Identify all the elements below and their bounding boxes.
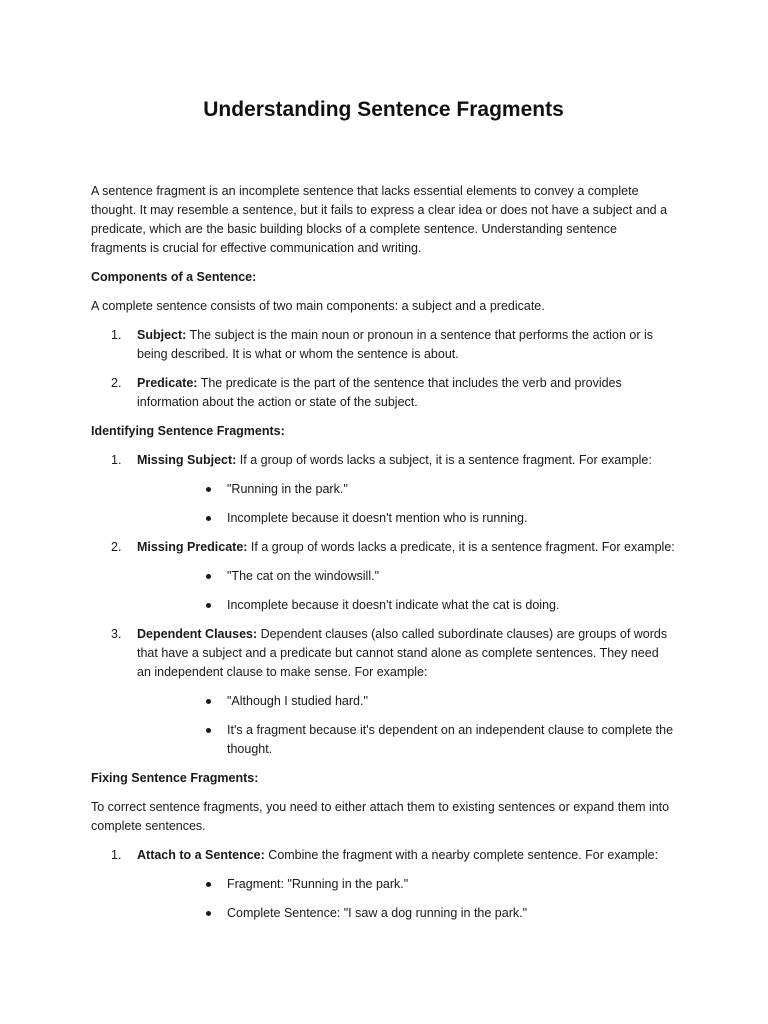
list-number: 3. <box>111 627 122 641</box>
bullet-text: Complete Sentence: "I saw a dog running in the park." <box>227 906 528 920</box>
identifying-list <box>91 451 676 759</box>
list-item-text <box>137 848 658 862</box>
bullet-text: Incomplete because it doesn't indicate what the cat is doing. <box>227 598 560 612</box>
list-item-text <box>137 376 622 409</box>
bullet-icon <box>206 882 211 887</box>
bullet-text: Incomplete because it doesn't mention who is running. <box>227 511 528 525</box>
bullet-item <box>137 509 676 528</box>
bullet-item <box>137 567 676 586</box>
list-number: 1. <box>111 453 122 467</box>
bullet-icon <box>206 603 211 608</box>
list-number: 1. <box>111 848 122 862</box>
bullet-text: It's a fragment because it's dependent on an independent clause to complete the thought. <box>227 723 674 756</box>
list-item-text <box>137 453 652 467</box>
list-item-term: Attach to a Sentence: <box>137 848 265 862</box>
list-item-term: Dependent Clauses: <box>137 627 258 641</box>
list-item <box>91 326 676 364</box>
fixing-list <box>91 846 676 923</box>
list-item-text <box>137 540 675 554</box>
list-number: 2. <box>111 540 122 554</box>
list-item <box>91 625 676 759</box>
bullet-icon <box>206 911 211 916</box>
bullet-text: "Running in the park." <box>227 482 348 496</box>
list-item-term: Missing Subject: <box>137 453 237 467</box>
list-number: 1. <box>111 328 122 342</box>
bullet-icon <box>206 699 211 704</box>
list-item-description: Combine the fragment with a nearby complete sentence. For example: <box>264 848 659 862</box>
bullet-item <box>137 904 676 923</box>
list-item-text <box>137 328 653 361</box>
bullet-icon <box>206 574 211 579</box>
bullet-icon <box>206 728 211 733</box>
intro-paragraph: A sentence fragment is an incomplete sentence that lacks essential elements to convey a complete thought. It may resemble a sentence, but it fails to express a clear idea or does not have a subject and a predicate, which are the basic building blocks of a complete sentence. Understanding sentence fragments is crucial for effective communication and writing. <box>91 184 668 255</box>
section-heading-components: Components of a Sentence: <box>91 270 257 284</box>
section-heading-fixing: Fixing Sentence Fragments: <box>91 771 259 785</box>
bullet-item <box>137 875 676 894</box>
bullet-item <box>137 480 676 499</box>
document-title: Understanding Sentence Fragments <box>203 98 564 121</box>
list-item-term: Subject: <box>137 328 187 342</box>
list-item <box>91 538 676 615</box>
bullet-text: Fragment: "Running in the park." <box>227 877 409 891</box>
list-item-description: If a group of words lacks a subject, it is a sentence fragment. For example: <box>236 453 652 467</box>
list-item <box>91 374 676 412</box>
bullet-icon <box>206 487 211 492</box>
list-item-description: Dependent clauses (also called subordinate clauses) are groups of words that have a subject and a predicate but cannot stand alone as complete sentences. They need an independent clause to make sense. For example: <box>137 627 668 679</box>
list-item-term: Predicate: <box>137 376 198 390</box>
bullet-item <box>137 596 676 615</box>
example-bullets <box>137 692 676 759</box>
bullet-icon <box>206 516 211 521</box>
list-item-description: The predicate is the part of the sentence that includes the verb and provides information about the action or state of the subject. <box>137 376 622 409</box>
list-item-description: If a group of words lacks a predicate, it is a sentence fragment. For example: <box>247 540 675 554</box>
bullet-item <box>137 692 676 711</box>
list-item <box>91 846 676 923</box>
components-paragraph: A complete sentence consists of two main components: a subject and a predicate. <box>91 299 545 313</box>
example-bullets <box>137 567 676 615</box>
fixing-paragraph: To correct sentence fragments, you need to either attach them to existing sentences or expand them into complete sentences. <box>91 800 670 833</box>
list-item-description: The subject is the main noun or pronoun in a sentence that performs the action or is being described. It is what or whom the sentence is about. <box>137 328 654 361</box>
bullet-text: "The cat on the windowsill." <box>227 569 380 583</box>
list-item-term: Missing Predicate: <box>137 540 248 554</box>
section-heading-identifying: Identifying Sentence Fragments: <box>91 424 285 438</box>
list-item-text <box>137 627 667 679</box>
components-list <box>91 326 676 412</box>
example-bullets <box>137 875 676 923</box>
bullet-item <box>137 721 676 759</box>
bullet-text: "Although I studied hard." <box>227 694 368 708</box>
example-bullets <box>137 480 676 528</box>
list-number: 2. <box>111 376 122 390</box>
list-item <box>91 451 676 528</box>
